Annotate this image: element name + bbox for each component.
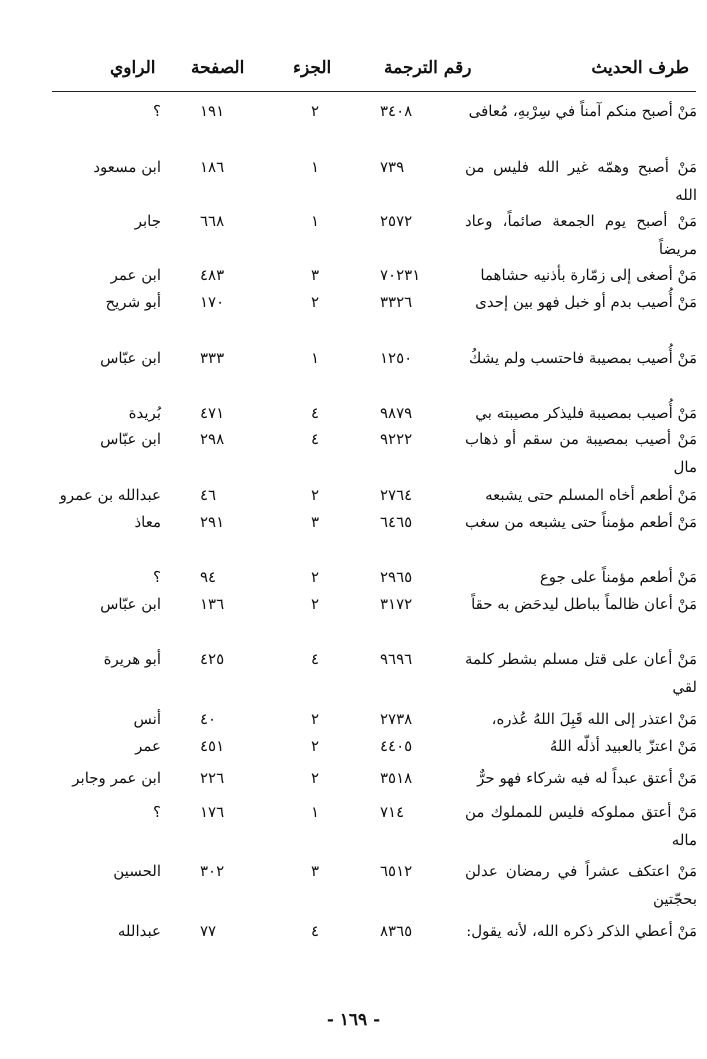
volume-cell: ٢	[310, 737, 320, 755]
page-cell: ٢٢٦	[200, 769, 225, 787]
hadith-text: مَنْ أُصيب بدم أو خبل فهو بين إحدى	[475, 293, 697, 311]
narrator-cell: أبو هريرة	[103, 650, 161, 668]
number-cell: ٣١٧٢	[380, 595, 413, 613]
narrator-cell: ابن عبّاس	[100, 349, 161, 367]
number-cell: ٩٦٩٦	[380, 650, 413, 668]
volume-cell: ١	[310, 349, 320, 367]
volume-cell: ٣	[310, 266, 320, 284]
number-cell: ٧٠٢٣١	[380, 266, 421, 284]
volume-cell: ١	[310, 803, 320, 821]
narrator-cell: ؟	[153, 568, 161, 586]
volume-cell: ٤	[310, 404, 320, 422]
hadith-text: مَنْ أُصيب بمصيبة فليذكر مصيبته بي	[475, 404, 697, 422]
hadith-text: مَنْ أصبح وهمّه غير الله فليس من الله	[465, 158, 697, 204]
narrator-cell: عبدالله بن عمرو	[59, 486, 161, 504]
number-cell: ٣٥١٨	[380, 769, 413, 787]
hadith-text: مَنْ أطعم أخاه المسلم حتى يشبعه	[485, 486, 697, 504]
volume-cell: ٤	[310, 650, 320, 668]
volume-cell: ٢	[310, 102, 320, 120]
hadith-text: مَنْ أعطي الذكر ذكره الله، لأنه يقول:	[466, 922, 697, 940]
header-narrator: الراوي	[110, 58, 156, 78]
volume-cell: ٢	[310, 769, 320, 787]
hadith-text: مَنْ أطعم مؤمناً على جوع	[539, 568, 697, 586]
number-cell: ٩٢٢٢	[380, 430, 413, 448]
narrator-cell: أبو شريح	[105, 293, 161, 311]
page-cell: ١٣٦	[200, 595, 225, 613]
volume-cell: ١	[310, 158, 320, 176]
hadith-text: مَنْ أطعم مؤمناً حتى يشبعه من سغب	[465, 513, 697, 531]
header-number: رقم الترجمة	[384, 58, 472, 78]
page-cell: ١٧٠	[200, 293, 225, 311]
number-cell: ٢٧٦٤	[380, 486, 413, 504]
number-cell: ٦٥١٢	[380, 862, 413, 880]
narrator-cell: ؟	[153, 803, 161, 821]
volume-cell: ٣	[310, 513, 320, 531]
volume-cell: ٢	[310, 293, 320, 311]
hadith-text: مَنْ أصبح يوم الجمعة صائماً، وعاد مريضاً	[465, 212, 697, 258]
page-cell: ١٨٦	[200, 158, 225, 176]
hadith-text: مَنْ أعتق عبداً له فيه شركاء فهو حرٌّ	[477, 769, 697, 787]
volume-cell: ٢	[310, 486, 320, 504]
volume-cell: ١	[310, 212, 320, 230]
narrator-cell: الحسين	[113, 862, 161, 880]
page-cell: ٣٠٢	[200, 862, 225, 880]
page-cell: ٩٤	[200, 568, 217, 586]
narrator-cell: ؟	[153, 102, 161, 120]
number-cell: ٣٣٢٦	[380, 293, 413, 311]
page-cell: ١٧٦	[200, 803, 225, 821]
number-cell: ٢٧٣٨	[380, 710, 413, 728]
hadith-text: مَنْ اعتزّ بالعبيد أذلّه اللهُ	[549, 737, 697, 755]
hadith-text: مَنْ اعتذر إلى الله قَبِلَ اللهُ عُذره،	[491, 710, 697, 728]
page-cell: ٦٦٨	[200, 212, 225, 230]
page-cell: ٧٧	[200, 922, 217, 940]
page-cell: ٣٣٣	[200, 349, 225, 367]
page-cell: ٤٥١	[200, 737, 225, 755]
narrator-cell: ابن عبّاس	[100, 430, 161, 448]
number-cell: ٩٨٧٩	[380, 404, 413, 422]
hadith-text: مَنْ أصغى إلى زمّارة بأذنيه حشاهما	[480, 266, 697, 284]
hadith-text: مَنْ أعان ظالماً بباطل ليدحَض به حقاً	[471, 595, 697, 613]
volume-cell: ٤	[310, 430, 320, 448]
narrator-cell: معاذ	[134, 513, 161, 531]
header-volume: الجزء	[293, 58, 332, 78]
hadith-text: مَنْ أصبح منكم آمناً في سِرْبهِ، مُعافى	[468, 102, 697, 120]
page-cell: ٤٨٣	[200, 266, 225, 284]
narrator-cell: أنس	[133, 710, 161, 728]
number-cell: ٤٤٠٥	[380, 737, 413, 755]
narrator-cell: ابن عمر وجابر	[72, 769, 161, 787]
narrator-cell: عبدالله	[117, 922, 161, 940]
hadith-text: مَنْ أعان على قتل مسلم بشطر كلمة لقي	[465, 650, 697, 696]
narrator-cell: عمر	[135, 737, 161, 755]
number-cell: ٧٣٩	[380, 158, 405, 176]
number-cell: ٦٤٦٥	[380, 513, 413, 531]
page-number: - ١٦٩ -	[326, 1010, 381, 1030]
hadith-text: مَنْ أُصيب بمصيبة فاحتسب ولم يشكُ	[468, 349, 697, 367]
narrator-cell: ابن مسعود	[93, 158, 161, 176]
number-cell: ٣٤٠٨	[380, 102, 413, 120]
volume-cell: ٤	[310, 922, 320, 940]
page-cell: ٤٧١	[200, 404, 225, 422]
hadith-text: مَنْ اعتكف عشراً في رمضان عدلن بحجّتين	[465, 862, 697, 908]
page-cell: ٢٩١	[200, 513, 225, 531]
page-cell: ٤٢٥	[200, 650, 225, 668]
narrator-cell: ابن عبّاس	[100, 595, 161, 613]
header-rule	[52, 91, 696, 92]
number-cell: ١٢٥٠	[380, 349, 413, 367]
page-cell: ٤٠	[200, 710, 217, 728]
hadith-text: مَنْ أعتق مملوكه فليس للمملوك من ماله	[465, 803, 697, 849]
page-cell: ٤٦	[200, 486, 217, 504]
volume-cell: ٢	[310, 710, 320, 728]
volume-cell: ٢	[310, 568, 320, 586]
volume-cell: ٢	[310, 595, 320, 613]
narrator-cell: ابن عمر	[110, 266, 161, 284]
header-page: الصفحة	[191, 58, 245, 78]
narrator-cell: بُريدة	[128, 404, 161, 422]
narrator-cell: جابر	[134, 212, 161, 230]
header-hadith: طرف الحديث	[591, 58, 689, 78]
number-cell: ٢٥٧٢	[380, 212, 413, 230]
hadith-text: مَنْ أصيب بمصيبة من سقم أو ذهاب مال	[465, 430, 697, 476]
number-cell: ٨٣٦٥	[380, 922, 413, 940]
volume-cell: ٣	[310, 862, 320, 880]
page-cell: ١٩١	[200, 102, 225, 120]
number-cell: ٢٩٦٥	[380, 568, 413, 586]
number-cell: ٧١٤	[380, 803, 405, 821]
page-cell: ٢٩٨	[200, 430, 225, 448]
